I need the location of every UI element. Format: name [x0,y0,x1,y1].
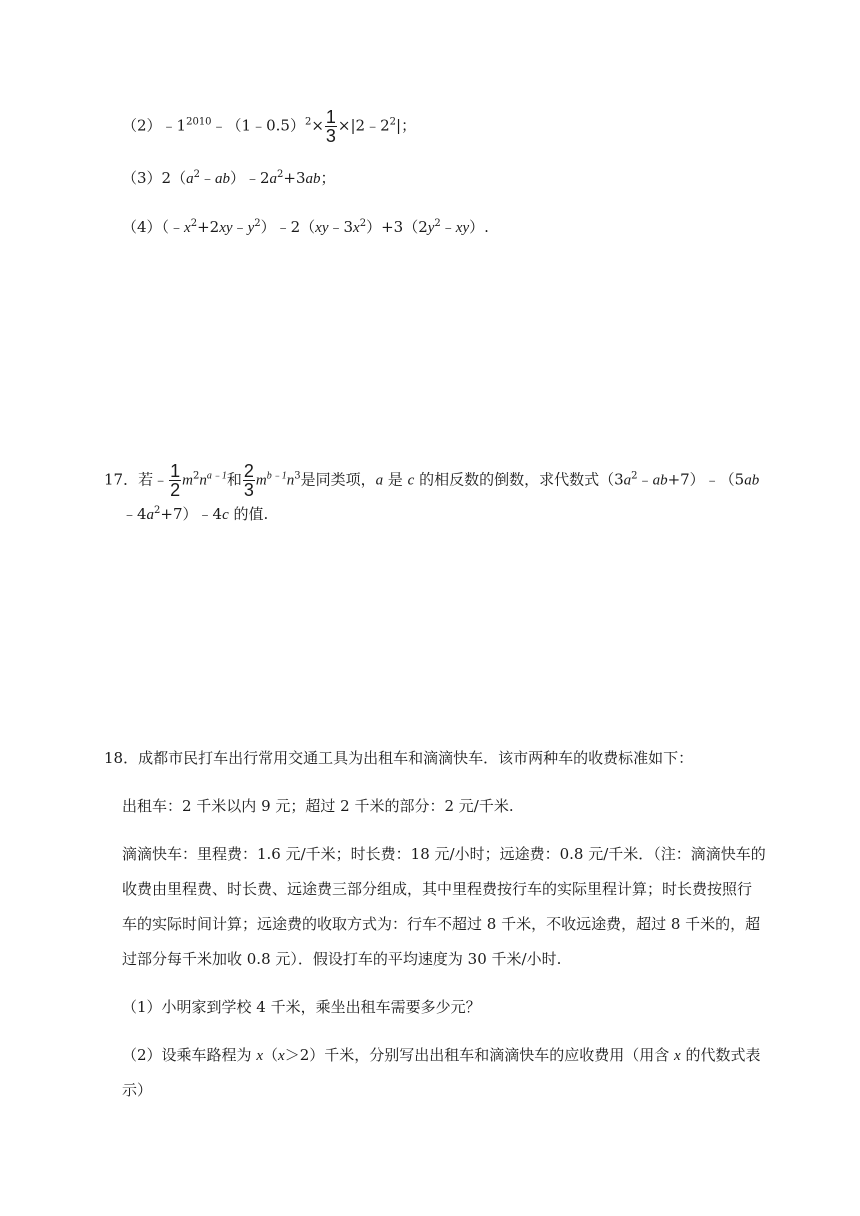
exponent: b﹣1 [266,470,287,482]
variable: xy [315,220,329,236]
variable: x [353,220,360,236]
expr-text: ﹣1 [161,116,187,135]
exponent: 2010 [186,116,212,128]
expr-text: +7）﹣4 [160,505,223,523]
expr-text: （2）设乘车路程为 [122,1046,252,1064]
variable: n [199,472,207,489]
exponent: a﹣1 [206,470,227,482]
exponent: 3 [294,470,301,482]
variable: a [623,472,632,489]
variable: x [674,1048,681,1064]
variable: ab [744,472,760,489]
expr-text: ﹣4 [122,505,147,523]
variable: c [222,507,229,523]
expr-text: 的相反数的倒数，求代数式（3 [419,470,624,489]
exponent: 2 [190,218,198,229]
variable: a [146,507,155,523]
problem-18-question-1: （1）小明家到学校 4 千米，乘坐出租车需要多少元？ [122,998,481,1016]
expr-text: ﹣ [199,169,215,187]
expr-text: 是同类项， [300,470,376,489]
expr-text: ）﹣2（ [260,218,316,236]
problem-18-taxi-rate: 出租车：2 千米以内 9 元；超过 2 千米的部分：2 元/千米. [122,797,514,815]
variable: ab [214,171,230,187]
expr-text: 的代数式表 [685,1046,761,1064]
variable: xy [219,220,233,236]
fraction-denominator: 3 [243,480,254,500]
expr-text: ﹣3 [328,218,354,236]
fraction-numerator: 1 [325,107,336,127]
exponent: 2 [192,470,200,482]
variable: x [184,220,191,236]
expr-text: ＞2）千米，分别写出出租车和滴滴快车的应收费用（用含 [284,1046,670,1064]
variable: a [375,472,384,489]
expr-text: +2 [197,218,220,236]
exponent: 2 [277,169,284,180]
expr-text: ﹣ [637,470,653,489]
problem-18-intro: 18．成都市民打车出行常用交通工具为出租车和滴滴快车．该市两种车的收费标准如下： [104,749,694,767]
problem-18-didi-line-2: 收费由里程费、时长费、远途费三部分组成，其中里程费按行车的实际里程计算；时长费按照行 [122,880,753,898]
fraction-numerator: 2 [243,461,254,481]
fraction [243,462,255,499]
fraction [325,108,337,145]
variable: n [286,472,295,489]
part-label: （4）（﹣ [122,218,185,236]
exponent: 2 [193,169,200,180]
expr-text: ×|2﹣2 [337,116,390,135]
problem-number: 17．若﹣ [104,470,169,489]
problem-18-didi-line-1: 滴滴快车：里程费：1.6 元/千米；时长费：18 元/小时；远途费：0.8 元/千米．（注：滴滴快车的 [122,845,766,863]
exponent: 2 [434,218,441,229]
problem-18-question-2-line-2: 示） [122,1081,153,1099]
expr-text: ﹣ [440,218,456,236]
expr-text: ）﹣2 [229,169,270,187]
problem-16-part-3 [122,167,336,190]
variable: a [186,171,194,187]
problem-18-question-2 [122,1044,760,1067]
variable: ab [652,472,668,489]
part-label: （2） [122,116,162,135]
exponent: 2 [359,218,367,229]
exponent: 2 [631,470,638,482]
fraction-numerator: 1 [170,461,181,481]
variable: m [255,472,267,489]
fraction-denominator: 2 [170,480,181,500]
problem-17-line-1 [104,462,759,499]
fraction-denominator: 3 [325,126,336,146]
expr-text: ）+3（2 [366,218,428,236]
expr-text: ； [320,169,336,187]
expr-text: |； [396,116,417,135]
exponent: 2 [154,505,161,516]
variable: a [269,171,278,187]
problem-16-part-4 [122,216,489,239]
problem-17-line-2 [122,503,268,526]
exponent: 2 [304,116,312,128]
variable: xy [455,220,470,236]
part-label: （3）2（ [122,169,187,187]
exponent: 2 [254,218,261,229]
expr-text: ﹣ [232,218,248,236]
exponent: 2 [389,116,397,128]
expr-text: 和 [226,470,242,489]
expr-text: 是 [387,470,403,489]
expr-text: ﹣（1﹣0.5） [211,116,305,135]
variable: ab [305,171,321,187]
expr-text: （ [263,1046,279,1064]
problem-18-didi-line-4: 过部分每千米加收 0.8 元）．假设打车的平均速度为 30 千米/小时. [122,950,562,968]
expr-text: +3 [283,169,306,187]
expr-text: ）. [469,218,489,236]
variable: x [256,1048,263,1064]
problem-18-didi-line-3: 车的实际时间计算；远途费的收取方式为：行车不超过 8 千米，不收远途费，超过 8 千米的，超 [122,915,761,933]
fraction [169,462,181,499]
expr-text: +7）﹣（5 [667,470,745,489]
variable: c [407,472,415,489]
variable: y [247,220,255,236]
variable: x [278,1048,285,1064]
variable: m [182,472,193,489]
problem-16-part-2 [122,108,416,145]
variable: y [427,220,435,236]
expr-text: 的值. [233,505,269,523]
expr-text: × [311,116,324,135]
